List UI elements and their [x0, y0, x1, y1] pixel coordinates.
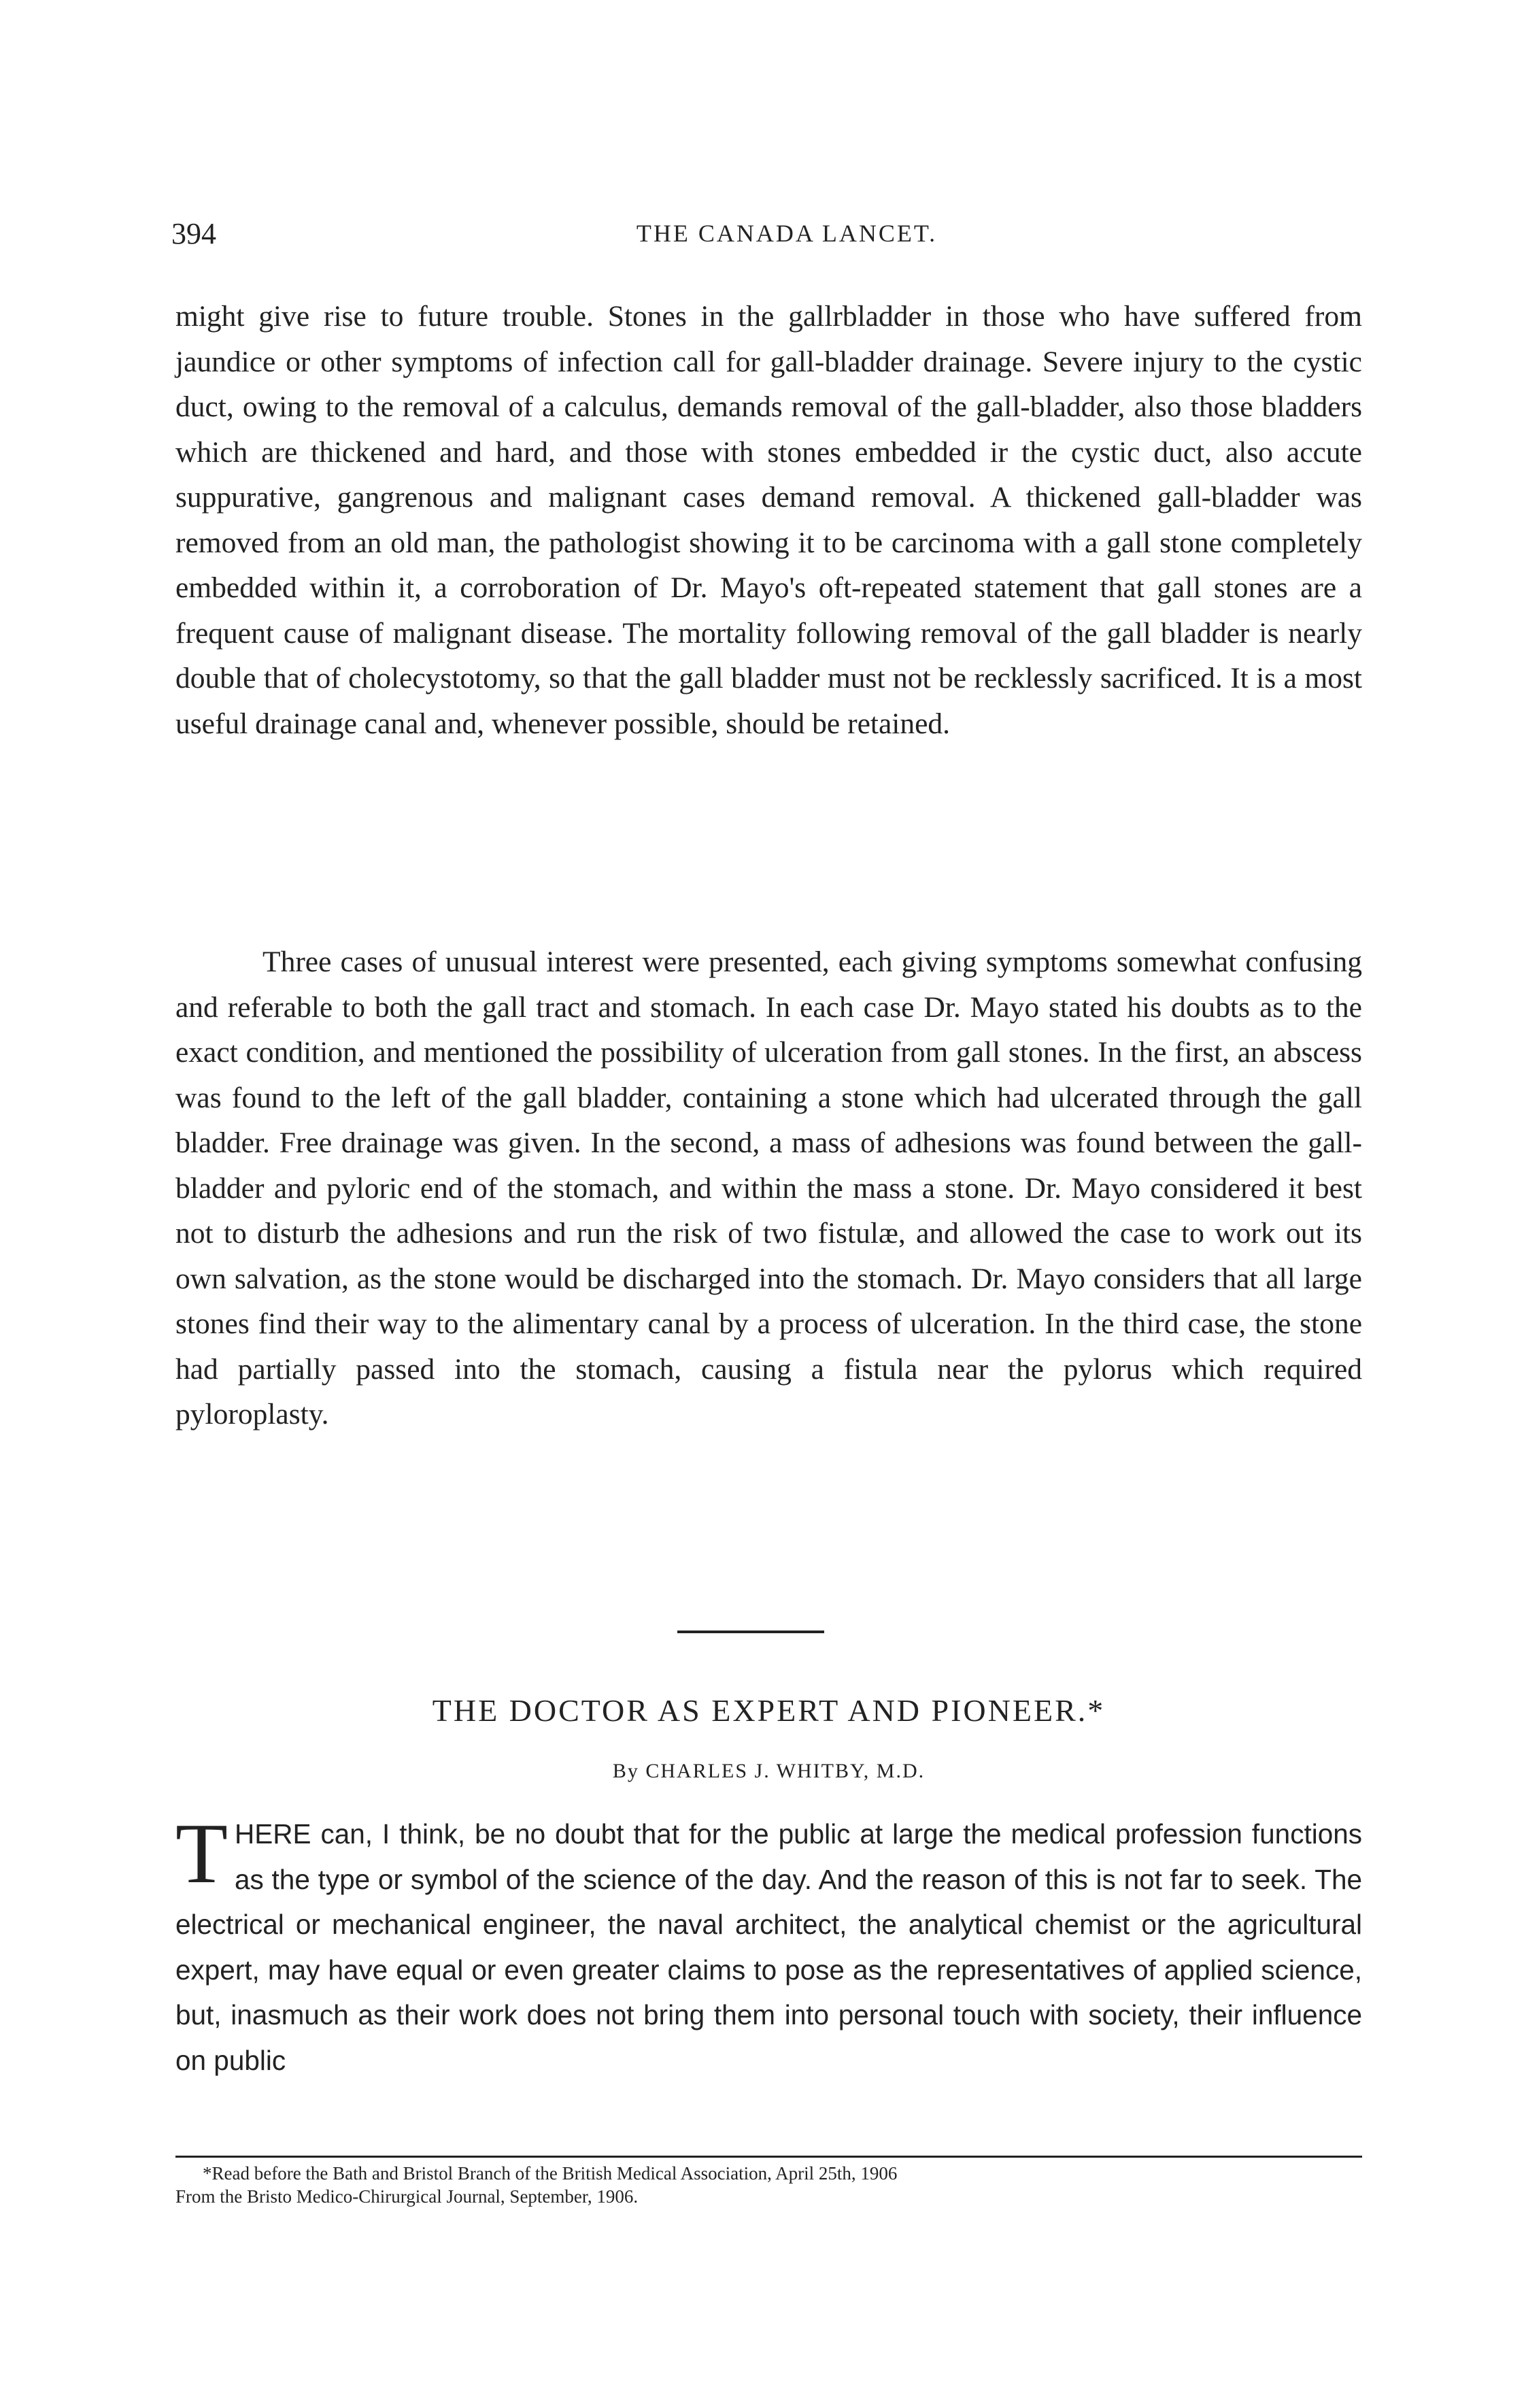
- footnote-line: *Read before the Bath and Bristol Branch of the British Medical Association, April 25th, 1906: [203, 2163, 898, 2184]
- body-paragraph: Three cases of unusual interest were presented, each giving symptoms somewhat confusing and referable to both the gall tract and stomach. In each case Dr. Mayo stated his doubts as to the exact condition, and mentioned the possibility of ulceration from gall stones. In the first, an abscess was found to the left of the gall bladder, containing a stone which had ulcerated through the gall bladder. Free drainage was given. In the second, a mass of adhesions was found between the gall-bladder and pyloric end of the stomach, and within the mass a stone. Dr. Mayo considered it best not to disturb the adhesions and run the risk of two fistulæ, and allowed the case to work out its own salvation, as the stone would be discharged into the stomach. Dr. Mayo considers that all large stones find their way to the alimentary canal by a process of ulceration. In the third case, the stone had partially passed into the stomach, causing a fistula near the pylorus which required pyloroplasty.: [175, 946, 1362, 1431]
- drop-cap: T: [175, 1807, 228, 1901]
- continued-paragraph: [175, 294, 1362, 746]
- body-paragraph: might give rise to future trouble. Stones in the gallrbladder in those who have suffered from jaundice or other symptoms of infection call for gall-bladder drainage. Severe injury to the cystic duct, owing to the removal of a calculus, demands removal of the gall-bladder, also those bladders which are thickened and hard, and those with stones embedded ir the cystic duct, also accute suppurative, gangrenous and malignant cases demand removal. A thickened gall-bladder was removed from an old man, the pathologist showing it to be carcinoma with a gall stone completely embedded within it, a corroboration of Dr. Mayo's oft-repeated statement that gall stones are a frequent cause of malignant disease. The mortality following removal of the gall bladder is nearly double that of cholecystotomy, so that the gall bladder must not be recklessly sacrificed. It is a most useful drainage canal and, whenever possible, should be retained.: [175, 300, 1362, 740]
- page-number: 394: [171, 217, 216, 250]
- footnote-divider: [175, 2156, 1362, 2158]
- footnote-source: From the Bristo Medico-Chirurgical Journal, September, 1906.: [175, 2186, 639, 2207]
- article-byline: By CHARLES J. WHITBY, M.D.: [612, 1760, 926, 1782]
- article-title: THE DOCTOR AS EXPERT AND PIONEER.*: [432, 1693, 1106, 1728]
- article-opening-paragraph: [175, 1807, 1362, 2083]
- running-head: [171, 216, 1402, 257]
- section-divider: [677, 1631, 824, 1633]
- journal-title: THE CANADA LANCET.: [636, 220, 938, 247]
- cases-paragraph: [175, 939, 1362, 1437]
- article-opening-text: HERE can, I think, be no doubt that for the public at large the medical profession functions as the type or symbol of the science of the day. And the reason of this is not far to seek. The electrical or mechanical engineer, the naval architect, the analytical chemist or the agricultural expert, may have equal or even greater claims to pose as the representatives of applied science, but, inasmuch as their work does not bring them into personal touch with society, their influence on public: [175, 1818, 1362, 2076]
